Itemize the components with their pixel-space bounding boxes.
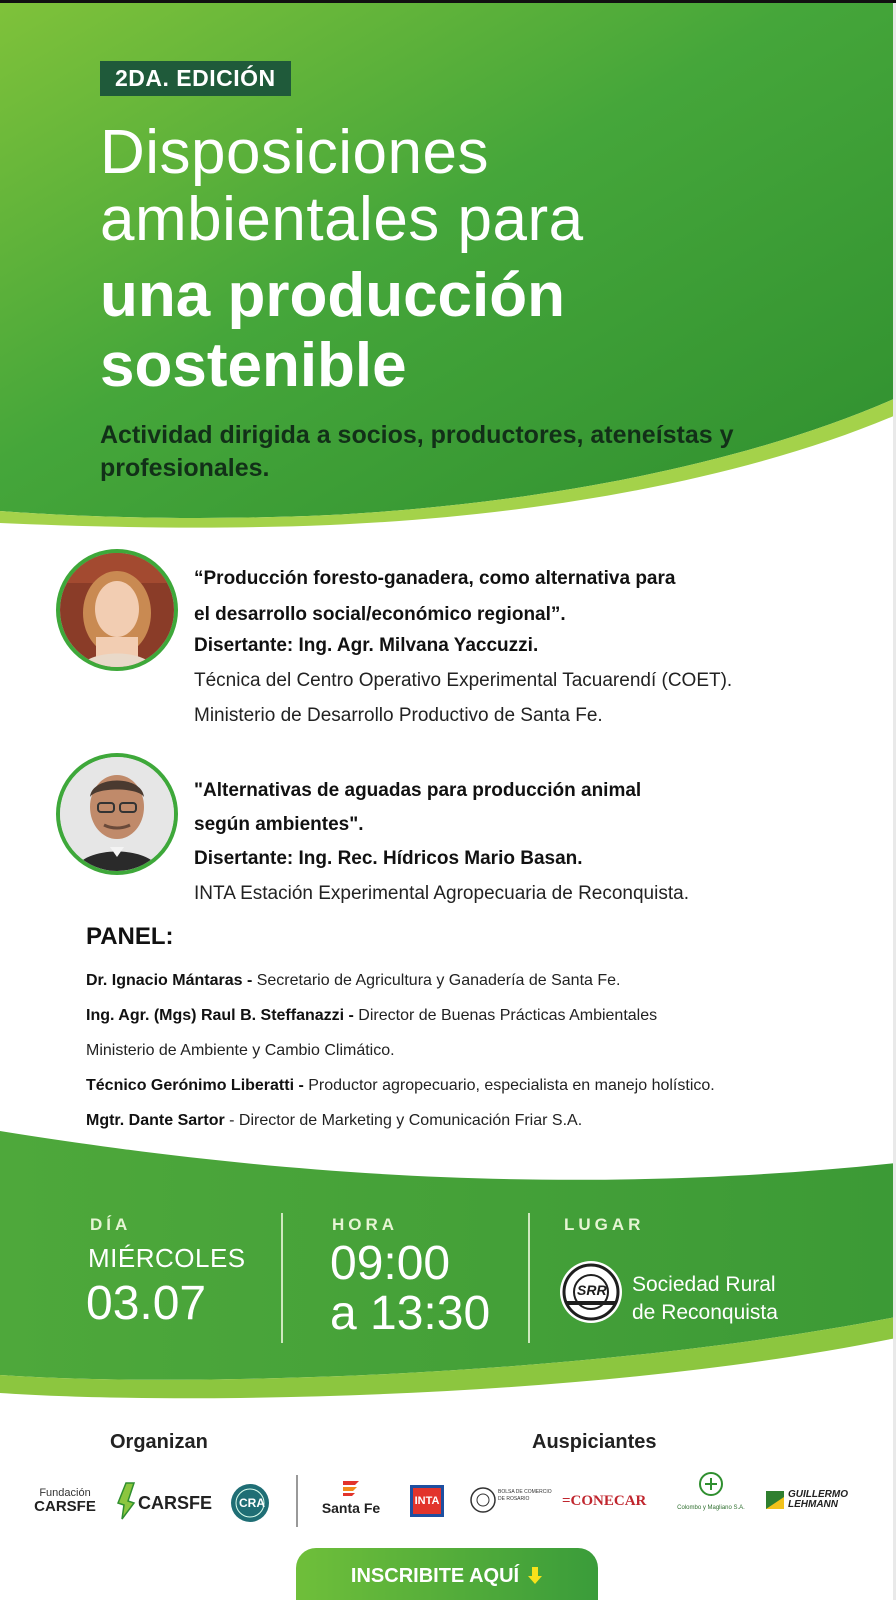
talk-1-speaker: Disertante: Ing. Agr. Milvana Yaccuzzi. bbox=[194, 635, 539, 656]
place-line2: de Reconquista bbox=[632, 1301, 778, 1324]
edition-badge: 2DA. EDICIÓN bbox=[100, 61, 291, 96]
panel-member-role: Director de Buenas Prácticas Ambientales bbox=[353, 1007, 658, 1024]
arrow-down-icon bbox=[527, 1567, 543, 1585]
title-line-3: una producción bbox=[100, 261, 565, 330]
logo-text: CARSFE bbox=[138, 1493, 213, 1513]
seal-letters: SRR bbox=[577, 1282, 607, 1298]
talk-2-title-line1: "Alternativas de aguadas para producción animal bbox=[194, 780, 642, 801]
logo-text: Fundación bbox=[39, 1487, 91, 1499]
register-button-label: INSCRIBITE AQUÍ bbox=[350, 1564, 520, 1587]
lehmann-mark-icon bbox=[766, 1491, 784, 1509]
panel-list bbox=[86, 963, 886, 1138]
santa-fe-mark-icon bbox=[339, 1479, 363, 1497]
inta-logo: INTA bbox=[410, 1485, 444, 1517]
panel-member bbox=[86, 1068, 886, 1103]
panel-member bbox=[86, 1103, 886, 1138]
audience-text: Actividad dirigida a socios, productores, ateneístas y profesionales. bbox=[100, 421, 734, 482]
panel-member bbox=[86, 998, 886, 1033]
logo-text: CRA bbox=[239, 1496, 265, 1510]
title-line-4: sostenible bbox=[100, 331, 407, 400]
organizers-label: Organizan bbox=[110, 1431, 208, 1453]
speaker-1-photo bbox=[60, 553, 174, 667]
logo-text: LEHMANN bbox=[788, 1499, 838, 1510]
sociedad-rural-seal-logo bbox=[558, 1259, 624, 1325]
divider bbox=[281, 1213, 283, 1343]
carsfe-mark-icon bbox=[116, 1481, 138, 1521]
panel-member-name: Ing. Agr. (Mgs) Raul B. Steffanazzi - bbox=[86, 1007, 354, 1024]
event-date: 03.07 bbox=[86, 1277, 207, 1330]
register-button[interactable] bbox=[296, 1548, 598, 1600]
logo-text: Santa Fe bbox=[321, 1500, 381, 1516]
panel-title: PANEL: bbox=[86, 923, 174, 950]
talk-1-title-line2: el desarrollo social/económico regional”. bbox=[194, 604, 566, 625]
talk-1-detail2: Ministerio de Desarrollo Productivo de Santa Fe. bbox=[194, 705, 603, 726]
place-name bbox=[632, 1271, 778, 1327]
title-line-2: ambientales para bbox=[100, 185, 584, 254]
place-label: LUGAR bbox=[564, 1215, 645, 1234]
logo-text: GUILLERMO bbox=[788, 1489, 848, 1500]
talk-1-detail1: Técnica del Centro Operativo Experimental Tacuarendí (COET). bbox=[194, 670, 733, 691]
divider bbox=[528, 1213, 530, 1343]
talk-1-title-line1: “Producción foresto-ganadera, como alternativa para bbox=[194, 568, 676, 589]
speaker-1-avatar bbox=[56, 549, 178, 671]
title-line-1: Disposiciones bbox=[100, 118, 490, 187]
logo-text: BOLSA DE COMERCIO DE ROSARIO bbox=[498, 1489, 552, 1502]
time-label: HORA bbox=[332, 1215, 399, 1234]
talk-2 bbox=[194, 775, 854, 909]
panel-member-role: Ministerio de Ambiente y Cambio Climático. bbox=[86, 1042, 395, 1059]
cra-logo bbox=[230, 1483, 270, 1523]
logo-text: CARSFE bbox=[34, 1498, 96, 1515]
speaker-2-avatar bbox=[56, 753, 178, 875]
panel-member bbox=[86, 1033, 886, 1068]
logo-divider bbox=[296, 1475, 298, 1527]
bolsa-seal-icon bbox=[470, 1487, 496, 1513]
talk-1 bbox=[194, 563, 854, 731]
weekday: MIÉRCOLES bbox=[88, 1243, 246, 1273]
time-to: a 13:30 bbox=[330, 1287, 491, 1340]
colombo-magliano-logo bbox=[676, 1471, 746, 1512]
santa-fe-logo bbox=[320, 1479, 382, 1516]
panel-member-name: Técnico Gerónimo Liberatti - bbox=[86, 1077, 304, 1094]
time-from: 09:00 bbox=[330, 1237, 451, 1290]
panel-member-name: Mgtr. Dante Sartor bbox=[86, 1112, 225, 1129]
speaker-2-photo bbox=[60, 757, 174, 871]
colombo-emblem-icon bbox=[696, 1471, 726, 1499]
talk-2-title-line2: según ambientes". bbox=[194, 814, 364, 835]
sponsors-label: Auspiciantes bbox=[532, 1431, 657, 1453]
panel-member-role: Secretario de Agricultura y Ganadería de Santa Fe. bbox=[252, 972, 621, 989]
panel-member bbox=[86, 963, 886, 998]
logo-text: Colombo y Magliano S.A. bbox=[677, 1505, 745, 1511]
place-line1: Sociedad Rural bbox=[632, 1273, 776, 1296]
talk-2-detail1: INTA Estación Experimental Agropecuaria de Reconquista. bbox=[194, 883, 689, 904]
fundacion-carsfe-logo bbox=[32, 1486, 98, 1514]
conecar-logo: =CONECAR bbox=[562, 1493, 647, 1509]
panel-member-name: Dr. Ignacio Mántaras - bbox=[86, 972, 253, 989]
talk-2-speaker: Disertante: Ing. Rec. Hídricos Mario Basan. bbox=[194, 848, 583, 869]
panel-member-role: Productor agropecuario, especialista en manejo holístico. bbox=[303, 1077, 715, 1094]
day-label: DÍA bbox=[90, 1215, 132, 1234]
panel-member-role: - Director de Marketing y Comunicación Friar S.A. bbox=[224, 1112, 583, 1129]
